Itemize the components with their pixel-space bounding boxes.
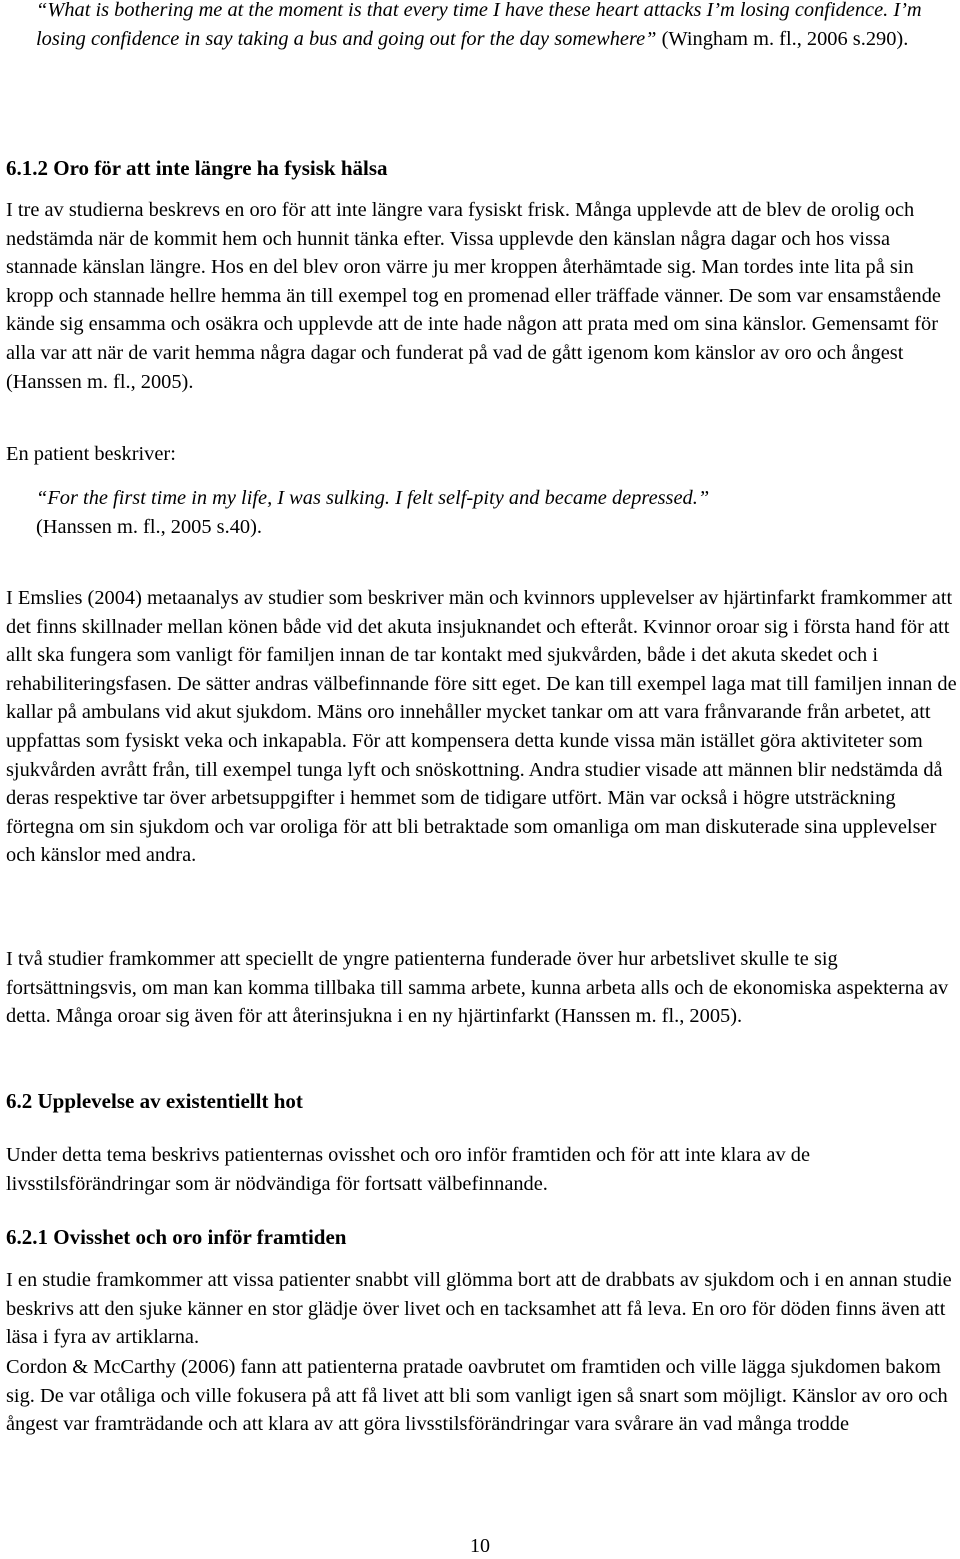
heading-6-2: 6.2 Upplevelse av existentiellt hot [6, 1089, 303, 1113]
heading-6-2-1: 6.2.1 Ovisshet och oro inför framtiden [6, 1225, 347, 1249]
paragraph-two-studies: I två studier framkommer att speciellt de yngre patienterna funderade över hur arbetslivet skulle te sig fortsättningsvis, om man kan komma tillbaka till samma arbete, kunna arbeta alls och de ekonomiska aspekterna av detta. Många oroar sig även för att återinsjukna i en ny hjärtinfarkt (Hanssen m. fl., 2005). [6, 948, 949, 1028]
paragraph-patient-describes: En patient beskriver: [6, 443, 176, 465]
quote-wingham-text: “What is bothering me at the moment is that every time I have these heart attacks I’m losing confidence. I’m losing confidence in say taking a bus and going out for the day somewhere” [36, 0, 922, 50]
quote-hanssen-citation: (Hanssen m. fl., 2005 s.40). [36, 515, 262, 538]
paragraph-emslie: I Emslies (2004) metaanalys av studier som beskriver män och kvinnors upplevelser av hjärtinfarkt framkommer att det finns skillnader mellan könen både vid det akuta insjuknandet och efteråt. Kvinnor oroar sig i första hand för att allt ska fungera som vanligt för familjen innan de tar kontakt med sjukvården, både i det akuta skedet och i rehabiliteringsfasen. De sätter andras välbefinnande före sitt eget. De kan till exempel laga mat till familjen innan de kallar på ambulans vid akut sjukdom. Mäns oro innehåller mycket tankar om att vara frånvarande från arbetet, att uppfattas som fysiskt veka och inkapabla. För att kompensera detta kunde vissa män istället göra aktiviteter som sjukvården avrått från, till exempel tunga lyft och snöskottning. Andra studier visade att männen blir nedstämda då deras respektive tar över arbetsuppgifter i hemmet som de tidigare utfört. Män var också i högre utsträckning förtegna om sin sjukdom och var oroliga för att bli betraktade som omanliga om man diskuterade sina upplevelser och känslor med andra. [6, 587, 957, 867]
paragraph-physical-health: I tre av studierna beskrevs en oro för att inte längre vara fysiskt frisk. Många upplevde att de blev de orolig och nedstämda när de kommit hem och hunnit tänka efter. Vissa upplevde den känslan några dagar och hos vissa stannade känslan längre. Hos en del blev oron värre ju mer kroppen återhämtade sig. Man tordes inte lita på sin kropp och stannade hellre hemma än till exempel tog en promenad eller träffade vänner. De som var ensamstående kände sig ensamma och osäkra och upplevde att de inte hade någon att prata med om sina känslor. Gemensamt för alla var att när de varit hemma några dagar och funderat på vad de gått igenom kom känslor av oro och ångest (Hanssen m. fl., 2005). [6, 199, 941, 393]
quote-hanssen-text: “For the first time in my life, I was sulking. I felt self-pity and became depressed.” [36, 487, 710, 509]
quote-wingham [36, 0, 956, 53]
quote-wingham-citation: (Wingham m. fl., 2006 s.290). [656, 27, 909, 50]
paragraph-theme-intro: Under detta tema beskrivs patienternas ovisshet och oro inför framtiden och för att inte klara av de livsstilsförändringar som är nödvändiga för fortsatt välbefinnande. [6, 1144, 811, 1195]
paragraph-uncertainty: I en studie framkommer att vissa patienter snabbt vill glömma bort att de drabbats av sjukdom och i en annan studie beskrivs att den sjuke känner en stor glädje över livet och en tacksamhet att få leva. En oro för döden finns även att läsa i fyra av artiklarna. [6, 1269, 952, 1349]
page-number: 10 [470, 1535, 490, 1557]
quote-hanssen [36, 484, 956, 541]
paragraph-cordon-mccarthy: Cordon & McCarthy (2006) fann att patienterna pratade oavbrutet om framtiden och ville lägga sjukdomen bakom sig. De var otåliga och ville fokusera på att få livet att bli som vanligt igen så snart som möjligt. Känslor av oro och ångest var framträdande och att klara av att göra livsstilsförändringar vara svårare än vad många trodde [6, 1356, 948, 1436]
heading-6-1-2: 6.1.2 Oro för att inte längre ha fysisk hälsa [6, 156, 388, 180]
